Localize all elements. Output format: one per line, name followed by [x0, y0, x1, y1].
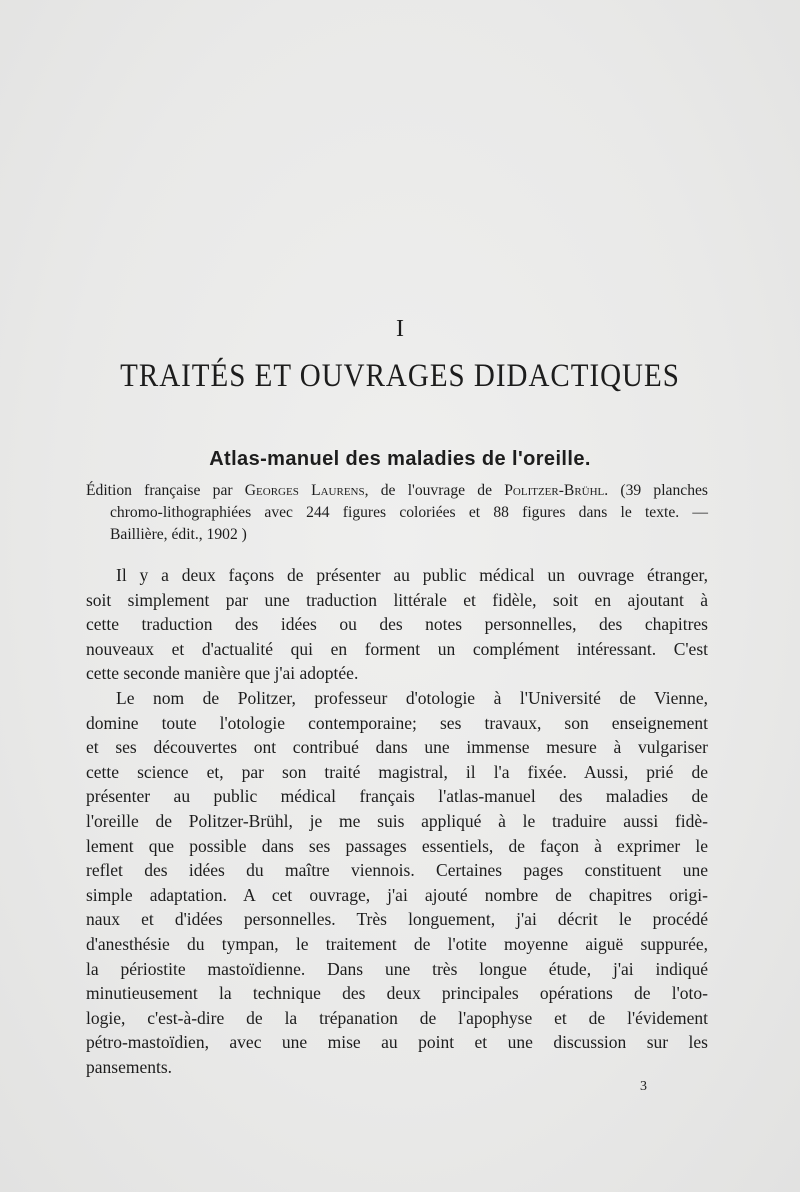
book-title: Atlas-manuel des maladies de l'oreille. — [209, 448, 591, 470]
paragraph-2-line: pansements. — [86, 1056, 173, 1077]
paragraph-2-line: et ses découvertes ont contribué dans une immense mesure à vulgariser — [86, 737, 708, 758]
paragraph-1-line: Il y a deux façons de présenter au public médical un ouvrage étranger, — [116, 565, 708, 585]
paragraph-2-line: logie, c'est-à-dire de la trépanation de l'apophyse et de l'évidement — [86, 1007, 708, 1028]
paragraph-1-line: cette seconde manière que j'ai adoptée. — [86, 663, 359, 684]
body-text — [86, 563, 708, 1079]
paragraph-2-line: reflet des idées du maître viennois. Certaines pages constituent une — [86, 860, 708, 881]
bibliography-line-1: Édition française par Georges Laurens, de l'ouvrage de Politzer-Brühl. (39 planches — [86, 482, 708, 499]
paragraph-2-line: domine toute l'otologie contemporaine; ses travaux, son enseignement — [86, 712, 708, 733]
paragraph-2-line: lement que possible dans ses passages essentiels, de façon à exprimer le — [86, 835, 708, 856]
paragraph-2-line: l'oreille de Politzer-Brühl, je me suis appliqué à le traduire aussi fidè- — [86, 810, 708, 831]
paragraph-2-line: cette science et, par son traité magistral, il l'a fixée. Aussi, prié de — [86, 761, 708, 782]
bibliography-line-3: Baillière, édit., 1902 ) — [110, 526, 247, 543]
bibliography-entry — [86, 480, 708, 546]
paragraph-2-line: Le nom de Politzer, professeur d'otologie à l'Université de Vienne, — [116, 687, 708, 708]
author-name: Politzer-Brühl — [504, 482, 605, 499]
translator-name: Georges Laurens — [244, 482, 365, 499]
paragraph-2-line: naux et d'idées personnelles. Très longuement, j'ai décrit le procédé — [86, 909, 708, 930]
chapter-title: TRAITÉS ET OUVRAGES DIDACTIQUES — [120, 358, 680, 394]
paragraph-1-line: soit simplement par une traduction littérale et fidèle, soit en ajoutant à — [86, 589, 708, 610]
chapter-number: I — [396, 316, 404, 342]
paragraph-2-line: pétro-mastoïdien, avec une mise au point et une discussion sur les — [86, 1032, 708, 1053]
paragraph-2-line: simple adaptation. A cet ouvrage, j'ai ajouté nombre de chapitres origi- — [86, 884, 708, 905]
paragraph-1-line: cette traduction des idées ou des notes personnelles, des chapitres — [86, 614, 708, 635]
page-number: 3 — [640, 1079, 647, 1094]
paragraph-1-line: nouveaux et d'actualité qui en forment un complément intéressant. C'est — [86, 638, 708, 659]
paragraph-2-line: la périostite mastoïdienne. Dans une très longue étude, j'ai indiqué — [86, 958, 708, 979]
bibliography-line-2: chromo-lithographiées avec 244 figures coloriées et 88 figures dans le texte. — — [110, 504, 708, 521]
paragraph-2-line: minutieusement la technique des deux principales opérations de l'oto- — [86, 983, 708, 1004]
paragraph-2-line: présenter au public médical français l'atlas-manuel des maladies de — [86, 786, 708, 807]
paragraph-2-line: d'anesthésie du tympan, le traitement de l'otite moyenne aiguë suppurée, — [86, 933, 708, 954]
